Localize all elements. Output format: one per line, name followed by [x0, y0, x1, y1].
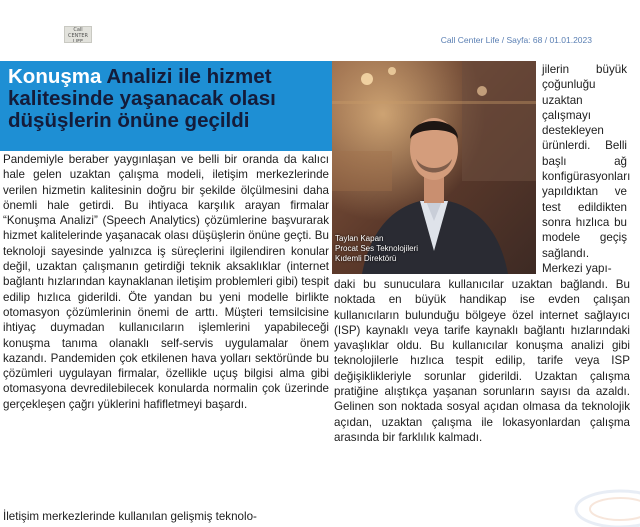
portrait-photo — [332, 61, 536, 274]
headline-keyword: Konuşma — [8, 65, 102, 88]
page-header — [0, 0, 640, 50]
masthead-info: Call Center Life / Sayfa: 68 / 01.01.2023 — [440, 35, 592, 45]
headline-band — [0, 61, 332, 151]
caption-company: Procat Ses Teknolojileri — [335, 244, 419, 253]
article-headline — [8, 66, 330, 132]
next-paragraph-start: İletişim merkezlerinde kullanılan gelişmiş teknolo- — [3, 510, 257, 523]
continuation-column: daki bu sunuculara kullanıcılar uzaktan bağlandı. Bu noktada en büyük handikap ise evden çalışan kullanıcıların bulunduğu bölgeye özel internet sağlayıcı (ISP) kaynaklı veya tarife kaynaklı bağlantı hızlarındaki yavaşlıklar oldu. Bu kullanıcılar konuşma analizi gibi teknolojilerle hızlıca tespit edilip, tarife veya ISP değişiklikleriyle sorunlar giderildi. Uzaktan çalışma pratiğine alıştıkça yaşanan sorunların sayısı da azaldı. Gelinen son noktada sosyal açıdan olmasa da teknolojik açıdan, uzaktan çalışma ile lokasyonlardan çalışma arasında bir farklılık kalmadı. — [334, 278, 630, 444]
lead-column — [3, 152, 329, 412]
photo-caption — [335, 234, 445, 264]
caption-role: Kıdemli Direktörü — [335, 254, 397, 263]
headline-rest: Analizi ile hizmet kalitesinde yaşanacak olası düşüşlerin önüne geçildi — [8, 65, 276, 132]
side-column: jilerin büyük çoğunluğu uzaktan çalışmayı destekleyen ürünlerdi. Belli başlı ağ konfigürasyonları yapıldıktan ve test edildikten sonra hızlıca bu modele geçiş sağlandı. Merkezi yapı- — [542, 63, 631, 275]
publication-logo: Call CENTER LIFE — [64, 26, 92, 43]
decorative-swirl — [550, 447, 640, 527]
caption-name: Taylan Kapan — [335, 234, 384, 243]
lead-paragraph: Pandemiyle beraber yaygınlaşan ve belli bir oranda da kalıcı hale gelen uzaktan çalışma modeli, iletişim merkezlerinde verilen hizmetin kalitesinin doğru bir şekilde ölçülmesini daha önemli hale getirdi. Bu ihtiyaca karşılık arayan firmalar “Konuşma Analizi” (Speech Analytics) çözümlerine başvurarak hizmet kalitelerinde yaşanacak olası düşüşlerin önüne geçti. Bu teknoloji sayesinde yalnızca iş süreçlerini ilgilendiren konular değil, uzaktan çalışmanın getirdiği teknik aksaklıklar (internet bağlantı hızlarından kaynaklanan iletişim problemleri gibi) tespit edilip hızlıca giderildi. Öte yandan bu yeni modelle birlikte otomasyon çözümlerinin önemi de arttı. Müşteri temsilcisine ihtiyaç duymadan kullanıcıların işlemlerini yapabileceği konuşma tanıma olanaklı self-servis uygulamalar önem kazandı. Pandemiden çok etkilenen hava yolları sektöründe bu çözümleri uygulayan firmalar, özellikle uçuş bilgisi alma gibi otomasyona devredilebilecek konularda normalin çok üzerinde gerçekleşen çağrı yüklerini hafifletmeyi başardı. — [3, 153, 329, 411]
